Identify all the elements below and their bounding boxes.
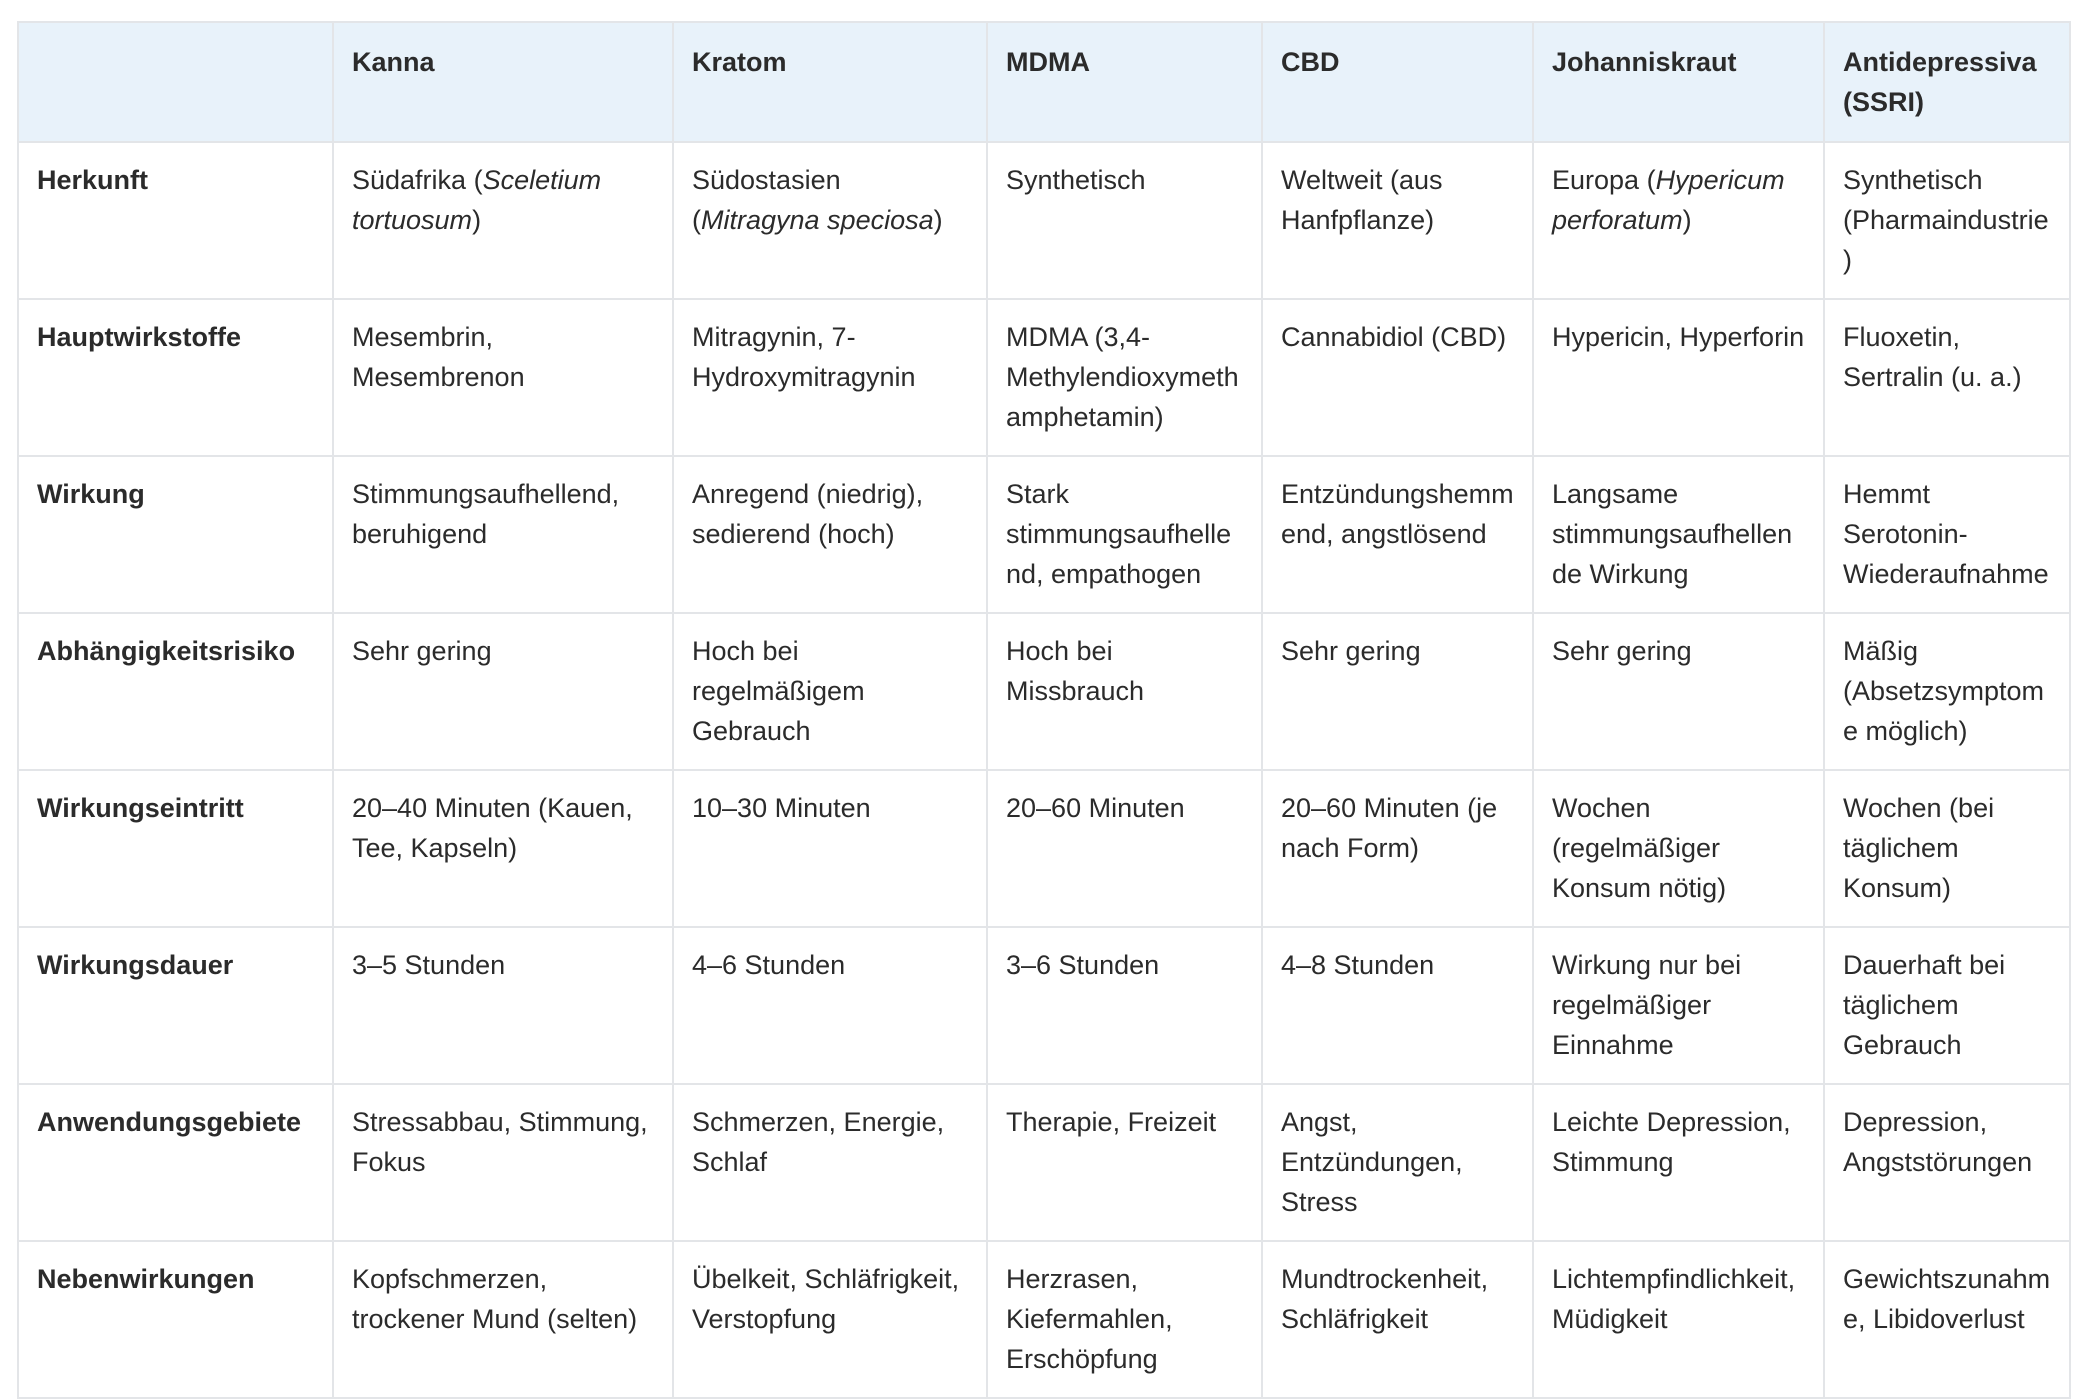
cell-text: Mäßig (Absetzsymptome möglich): [1843, 636, 2045, 746]
table-cell: [1533, 299, 1824, 456]
cell-text: Hoch bei Missbrauch: [1006, 636, 1145, 706]
cell-text: ): [1682, 205, 1692, 235]
cell-text: 3–6 Stunden: [1006, 950, 1160, 980]
table-body: [18, 142, 2070, 1398]
table-cell: [333, 1084, 673, 1241]
table-cell: [987, 770, 1262, 927]
table-cell: [987, 1241, 1262, 1398]
table-cell: [1824, 613, 2070, 770]
row-header: Abhängigkeitsrisiko: [18, 613, 333, 770]
cell-text: Hemmt Serotonin-Wiederaufnahme: [1843, 479, 2049, 589]
cell-text: Hoch bei regelmäßigem Gebrauch: [692, 636, 865, 746]
cell-text: Gewichtszunahme, Libidoverlust: [1843, 1264, 2051, 1334]
table-row: [18, 299, 2070, 456]
table-cell: [1824, 927, 2070, 1084]
cell-text: 10–30 Minuten: [692, 793, 871, 823]
cell-text: Sehr gering: [1281, 636, 1421, 666]
table-cell: [673, 456, 987, 613]
table-cell: [1262, 770, 1533, 927]
table-row: [18, 142, 2070, 299]
cell-text: Wochen (bei täglichem Konsum): [1843, 793, 1995, 903]
table-header: [18, 22, 2070, 142]
table-cell: [1533, 770, 1824, 927]
table-cell: [1824, 456, 2070, 613]
table-cell: [673, 299, 987, 456]
cell-text: Südostasien (: [692, 165, 841, 235]
cell-text: 20–60 Minuten: [1006, 793, 1185, 823]
table-cell: [987, 299, 1262, 456]
cell-text: 20–40 Minuten (Kauen, Tee, Kapseln): [352, 793, 633, 863]
table-cell: [673, 770, 987, 927]
table-cell: [333, 456, 673, 613]
cell-text: Herzrasen, Kiefermahlen, Erschöpfung: [1006, 1264, 1173, 1374]
table-cell: [1262, 299, 1533, 456]
table-cell: [333, 299, 673, 456]
table-cell: [333, 770, 673, 927]
cell-text: Mitragynin, 7-Hydroxymitragynin: [692, 322, 916, 392]
column-header-kanna: Kanna: [333, 22, 673, 142]
cell-text: Depression, Angststörungen: [1843, 1107, 2033, 1177]
table-cell: [987, 927, 1262, 1084]
cell-text: Fluoxetin, Sertralin (u. a.): [1843, 322, 2022, 392]
row-header: Nebenwirkungen: [18, 1241, 333, 1398]
table-cell: [1262, 613, 1533, 770]
cell-text: Synthetisch: [1006, 165, 1146, 195]
table-cell: [673, 927, 987, 1084]
row-header: Wirkung: [18, 456, 333, 613]
cell-text: Dauerhaft bei täglichem Gebrauch: [1843, 950, 2006, 1060]
table-row: [18, 613, 2070, 770]
column-header-cbd: CBD: [1262, 22, 1533, 142]
cell-text: Stark stimmungsaufhellend, empathogen: [1006, 479, 1232, 589]
cell-text: MDMA (3,4-Methylendioxymethamphetamin): [1006, 322, 1239, 432]
cell-text: Südafrika (: [352, 165, 483, 195]
cell-text: Sehr gering: [352, 636, 492, 666]
cell-text: Wochen (regelmäßiger Konsum nötig): [1552, 793, 1727, 903]
cell-text: Stimmungsaufhellend, beruhigend: [352, 479, 620, 549]
cell-text: Schmerzen, Energie, Schlaf: [692, 1107, 945, 1177]
table-cell: [1262, 142, 1533, 299]
table-cell: [673, 142, 987, 299]
table-row: [18, 1241, 2070, 1398]
cell-text: 20–60 Minuten (je nach Form): [1281, 793, 1498, 863]
comparison-table: [17, 21, 2071, 1399]
cell-text: Lichtempfindlichkeit, Müdigkeit: [1552, 1264, 1796, 1334]
table-cell: [1262, 927, 1533, 1084]
row-header: Hauptwirkstoffe: [18, 299, 333, 456]
table-cell: [1533, 1241, 1824, 1398]
table-cell: [1824, 1241, 2070, 1398]
cell-text: Sehr gering: [1552, 636, 1692, 666]
header-row: [18, 22, 2070, 142]
cell-text: Therapie, Freizeit: [1006, 1107, 1217, 1137]
cell-text: Übelkeit, Schläfrigkeit, Verstopfung: [692, 1264, 960, 1334]
cell-text: Angst, Entzündungen, Stress: [1281, 1107, 1463, 1217]
table-cell: [1262, 1241, 1533, 1398]
row-header: Wirkungsdauer: [18, 927, 333, 1084]
table-cell: [673, 1241, 987, 1398]
row-header: Wirkungseintritt: [18, 770, 333, 927]
column-header-mdma: MDMA: [987, 22, 1262, 142]
column-header-kratom: Kratom: [673, 22, 987, 142]
cell-text: Stressabbau, Stimmung, Fokus: [352, 1107, 648, 1177]
cell-text: ): [472, 205, 482, 235]
cell-text: Anregend (niedrig), sedierend (hoch): [692, 479, 924, 549]
table-cell: [333, 142, 673, 299]
table-cell: [1533, 1084, 1824, 1241]
column-header-johanniskraut: Johanniskraut: [1533, 22, 1824, 142]
cell-text: Weltweit (aus Hanfpflanze): [1281, 165, 1443, 235]
table-cell: [1533, 456, 1824, 613]
cell-latin-name: Hypericum perforatum: [1552, 165, 1785, 235]
table-row: [18, 770, 2070, 927]
cell-text: Mundtrockenheit, Schläfrigkeit: [1281, 1264, 1489, 1334]
table-cell: [1533, 927, 1824, 1084]
table-cell: [987, 1084, 1262, 1241]
table-row: [18, 1084, 2070, 1241]
cell-text: Langsame stimmungsaufhellende Wirkung: [1552, 479, 1793, 589]
table-cell: [333, 613, 673, 770]
cell-text: Cannabidiol (CBD): [1281, 322, 1507, 352]
column-header-ssri: Antidepressiva (SSRI): [1824, 22, 2070, 142]
header-corner-cell: [18, 22, 333, 142]
table-cell: [987, 613, 1262, 770]
cell-text: 4–6 Stunden: [692, 950, 846, 980]
table-row: [18, 927, 2070, 1084]
comparison-table-container: [17, 21, 2069, 1399]
table-cell: [673, 1084, 987, 1241]
table-cell: [1533, 142, 1824, 299]
cell-latin-name: Mitragyna speciosa: [701, 205, 934, 235]
table-cell: [333, 927, 673, 1084]
table-cell: [1533, 613, 1824, 770]
table-cell: [673, 613, 987, 770]
cell-latin-name: Sceletium tortuosum: [352, 165, 602, 235]
cell-text: 4–8 Stunden: [1281, 950, 1435, 980]
cell-text: Europa (: [1552, 165, 1656, 195]
table-cell: [1262, 456, 1533, 613]
table-row: [18, 456, 2070, 613]
cell-text: Leichte Depression, Stimmung: [1552, 1107, 1791, 1177]
cell-text: 3–5 Stunden: [352, 950, 506, 980]
table-cell: [1824, 299, 2070, 456]
table-cell: [1262, 1084, 1533, 1241]
cell-text: Mesembrin, Mesembrenon: [352, 322, 525, 392]
row-header: Anwendungsgebiete: [18, 1084, 333, 1241]
cell-text: Entzündungshemmend, angstlösend: [1281, 479, 1514, 549]
table-cell: [1824, 1084, 2070, 1241]
table-cell: [1824, 142, 2070, 299]
cell-text: Hypericin, Hyperforin: [1552, 322, 1805, 352]
cell-text: ): [933, 205, 943, 235]
row-header: Herkunft: [18, 142, 333, 299]
table-cell: [1824, 770, 2070, 927]
table-cell: [333, 1241, 673, 1398]
table-cell: [987, 456, 1262, 613]
cell-text: Wirkung nur bei regelmäßiger Einnahme: [1552, 950, 1742, 1060]
cell-text: Kopfschmerzen, trockener Mund (selten): [352, 1264, 638, 1334]
cell-text: Synthetisch (Pharmaindustrie): [1843, 165, 2049, 275]
table-cell: [987, 142, 1262, 299]
